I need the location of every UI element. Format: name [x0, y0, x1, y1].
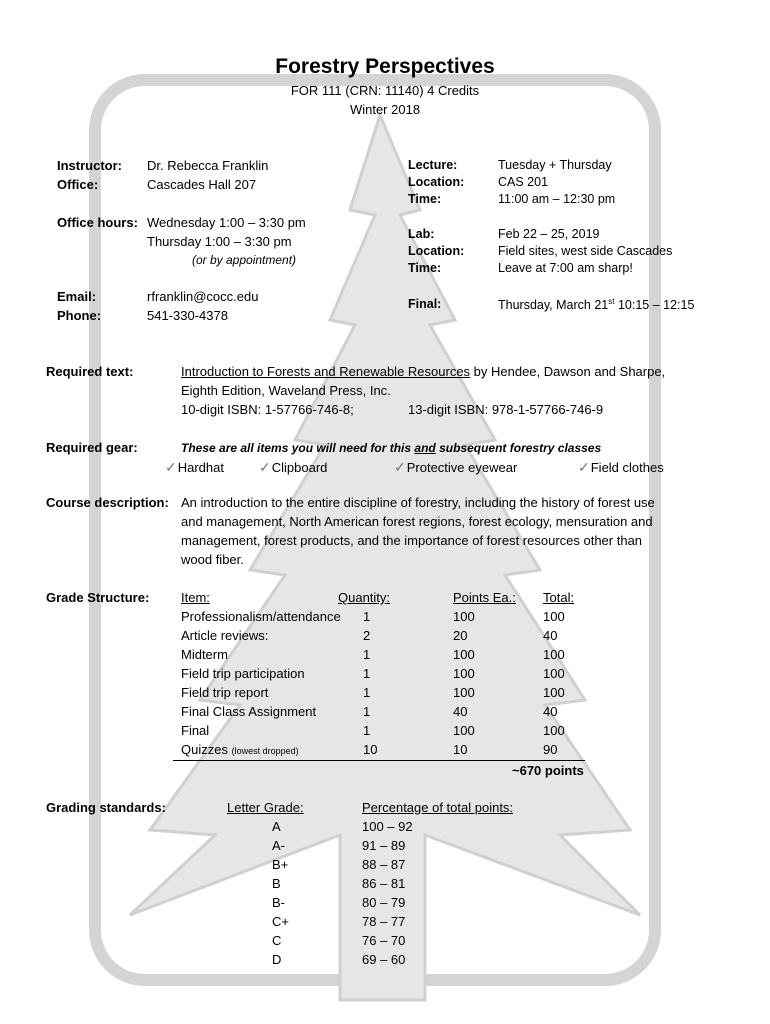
- check-icon: ✓: [394, 459, 406, 475]
- office-value: Cascades Hall 207: [147, 177, 257, 192]
- grade-total: 40: [543, 628, 558, 643]
- grade-total: 100: [543, 723, 565, 738]
- check-icon: ✓: [259, 459, 271, 475]
- grade-total: 100: [543, 609, 565, 624]
- letter-grade: C: [272, 933, 282, 948]
- letter-grade: D: [272, 952, 282, 967]
- col-header-points: Points Ea.:: [453, 590, 516, 605]
- grade-item: Professionalism/attendance: [181, 609, 341, 624]
- required-text-label: Required text:: [46, 364, 134, 379]
- gear-item-clothes: ✓Field clothes: [578, 459, 664, 475]
- course-description-label: Course description:: [46, 495, 169, 510]
- description-line: management, forest products, and the importance of forest resources other than: [181, 533, 643, 548]
- lab-location-label: Location:: [408, 244, 465, 258]
- grade-item: Quizzes (lowest dropped): [181, 742, 299, 757]
- office-hours-2: Thursday 1:00 – 3:30 pm: [147, 234, 292, 249]
- letter-grade: A: [272, 819, 281, 834]
- description-line: and management, North American forest regions, forest ecology, mensuration and: [181, 514, 653, 529]
- gear-item-hardhat: ✓Hardhat: [165, 459, 224, 475]
- lab-label: Lab:: [408, 227, 435, 241]
- location-value: CAS 201: [498, 175, 549, 189]
- lab-location-value: Field sites, west side Cascades: [498, 244, 673, 258]
- grade-item: Final: [181, 723, 210, 738]
- letter-grade: B+: [272, 857, 289, 872]
- grade-range: 76 – 70: [362, 933, 406, 948]
- grade-total: 40: [543, 704, 558, 719]
- letter-grade: B: [272, 876, 281, 891]
- grade-item: Final Class Assignment: [181, 704, 317, 719]
- col-header-quantity: Quantity:: [338, 590, 391, 605]
- grade-quantity: 1: [363, 609, 371, 624]
- col-header-total: Total:: [543, 590, 575, 605]
- col-header-percentage: Percentage of total points:: [362, 800, 514, 815]
- grade-range: 88 – 87: [362, 857, 406, 872]
- time-value: 11:00 am – 12:30 pm: [498, 192, 616, 206]
- check-icon: ✓: [165, 459, 177, 475]
- grade-quantity: 1: [363, 704, 371, 719]
- letter-grade: C+: [272, 914, 289, 929]
- gear-item-clipboard: ✓Clipboard: [259, 459, 328, 475]
- book-edition: Eighth Edition, Waveland Press, Inc.: [181, 383, 391, 398]
- phone-value: 541-330-4378: [147, 308, 228, 323]
- instructor-label: Instructor:: [57, 158, 123, 173]
- grade-points: 40: [453, 704, 468, 719]
- grade-range: 69 – 60: [362, 952, 406, 967]
- col-header-item: Item:: [181, 590, 210, 605]
- grade-range: 86 – 81: [362, 876, 406, 891]
- letter-grade: A-: [272, 838, 285, 853]
- check-icon: ✓: [578, 459, 590, 475]
- lab-time-value: Leave at 7:00 am sharp!: [498, 261, 633, 275]
- office-hours-label: Office hours:: [57, 215, 138, 230]
- course-line: FOR 111 (CRN: 11140) 4 Credits: [290, 83, 480, 98]
- grade-item: Field trip report: [181, 685, 269, 700]
- office-hours-1: Wednesday 1:00 – 3:30 pm: [147, 215, 306, 230]
- email-label: Email:: [57, 289, 97, 304]
- grade-points: 100: [453, 666, 475, 681]
- letter-grade: B-: [272, 895, 285, 910]
- grade-range: 78 – 77: [362, 914, 406, 929]
- grade-quantity: 10: [363, 742, 378, 757]
- isbn10: 10-digit ISBN: 1-57766-746-8;: [181, 402, 354, 417]
- grade-total: 90: [543, 742, 558, 757]
- office-hours-note: (or by appointment): [192, 253, 297, 267]
- grade-range: 80 – 79: [362, 895, 406, 910]
- lecture-label: Lecture:: [408, 158, 458, 172]
- instructor-value: Dr. Rebecca Franklin: [147, 158, 269, 173]
- grading-standards-label: Grading standards:: [46, 800, 166, 815]
- quiz-note: (lowest dropped): [231, 746, 299, 756]
- lab-time-label: Time:: [408, 261, 442, 275]
- grade-points: 100: [453, 723, 475, 738]
- grade-total: 100: [543, 647, 565, 662]
- grade-structure-label: Grade Structure:: [46, 590, 150, 605]
- gear-item-eyewear: ✓Protective eyewear: [394, 459, 518, 475]
- phone-label: Phone:: [57, 308, 102, 323]
- isbn13: 13-digit ISBN: 978-1-57766-746-9: [408, 402, 604, 417]
- book-title: Introduction to Forests and Renewable Resources: [181, 364, 471, 379]
- email-link[interactable]: rfranklin@cocc.edu: [147, 289, 259, 304]
- lecture-value: Tuesday + Thursday: [498, 158, 612, 172]
- lab-value: Feb 22 – 25, 2019: [498, 227, 600, 241]
- required-gear-label: Required gear:: [46, 440, 138, 455]
- grade-item: Field trip participation: [181, 666, 305, 681]
- gear-note: These are all items you will need for this and subsequent forestry classes: [181, 441, 602, 455]
- grade-range: 100 – 92: [362, 819, 413, 834]
- description-line: An introduction to the entire discipline of forestry, including the history of forest use: [181, 495, 655, 510]
- grade-range: 91 – 89: [362, 838, 406, 853]
- grade-total: 100: [543, 685, 565, 700]
- location-label: Location:: [408, 175, 465, 189]
- office-label: Office:: [57, 177, 99, 192]
- grade-points: 20: [453, 628, 468, 643]
- final-value: Thursday, March 21st 10:15 – 12:15: [498, 297, 695, 313]
- col-header-letter: Letter Grade:: [227, 800, 304, 815]
- grade-item: Article reviews:: [181, 628, 269, 643]
- grade-points: 100: [453, 685, 475, 700]
- grade-quantity: 1: [363, 647, 371, 662]
- grade-item: Midterm: [181, 647, 228, 662]
- grade-quantity: 1: [363, 666, 371, 681]
- required-book: Introduction to Forests and Renewable Resources by Hendee, Dawson and Sharpe,: [181, 364, 666, 379]
- table-divider: [173, 760, 585, 761]
- page-title: Forestry Perspectives: [275, 55, 495, 78]
- grade-total: 100: [543, 666, 565, 681]
- final-label: Final:: [408, 297, 442, 311]
- grade-points: 100: [453, 647, 475, 662]
- grade-quantity: 1: [363, 723, 371, 738]
- term: Winter 2018: [349, 102, 421, 117]
- time-label: Time:: [408, 192, 442, 206]
- grade-quantity: 2: [363, 628, 371, 643]
- description-line: wood fiber.: [181, 552, 244, 567]
- grade-quantity: 1: [363, 685, 371, 700]
- grade-points: 10: [453, 742, 468, 757]
- grade-points: 100: [453, 609, 475, 624]
- grade-total-points: ~670 points: [512, 763, 584, 778]
